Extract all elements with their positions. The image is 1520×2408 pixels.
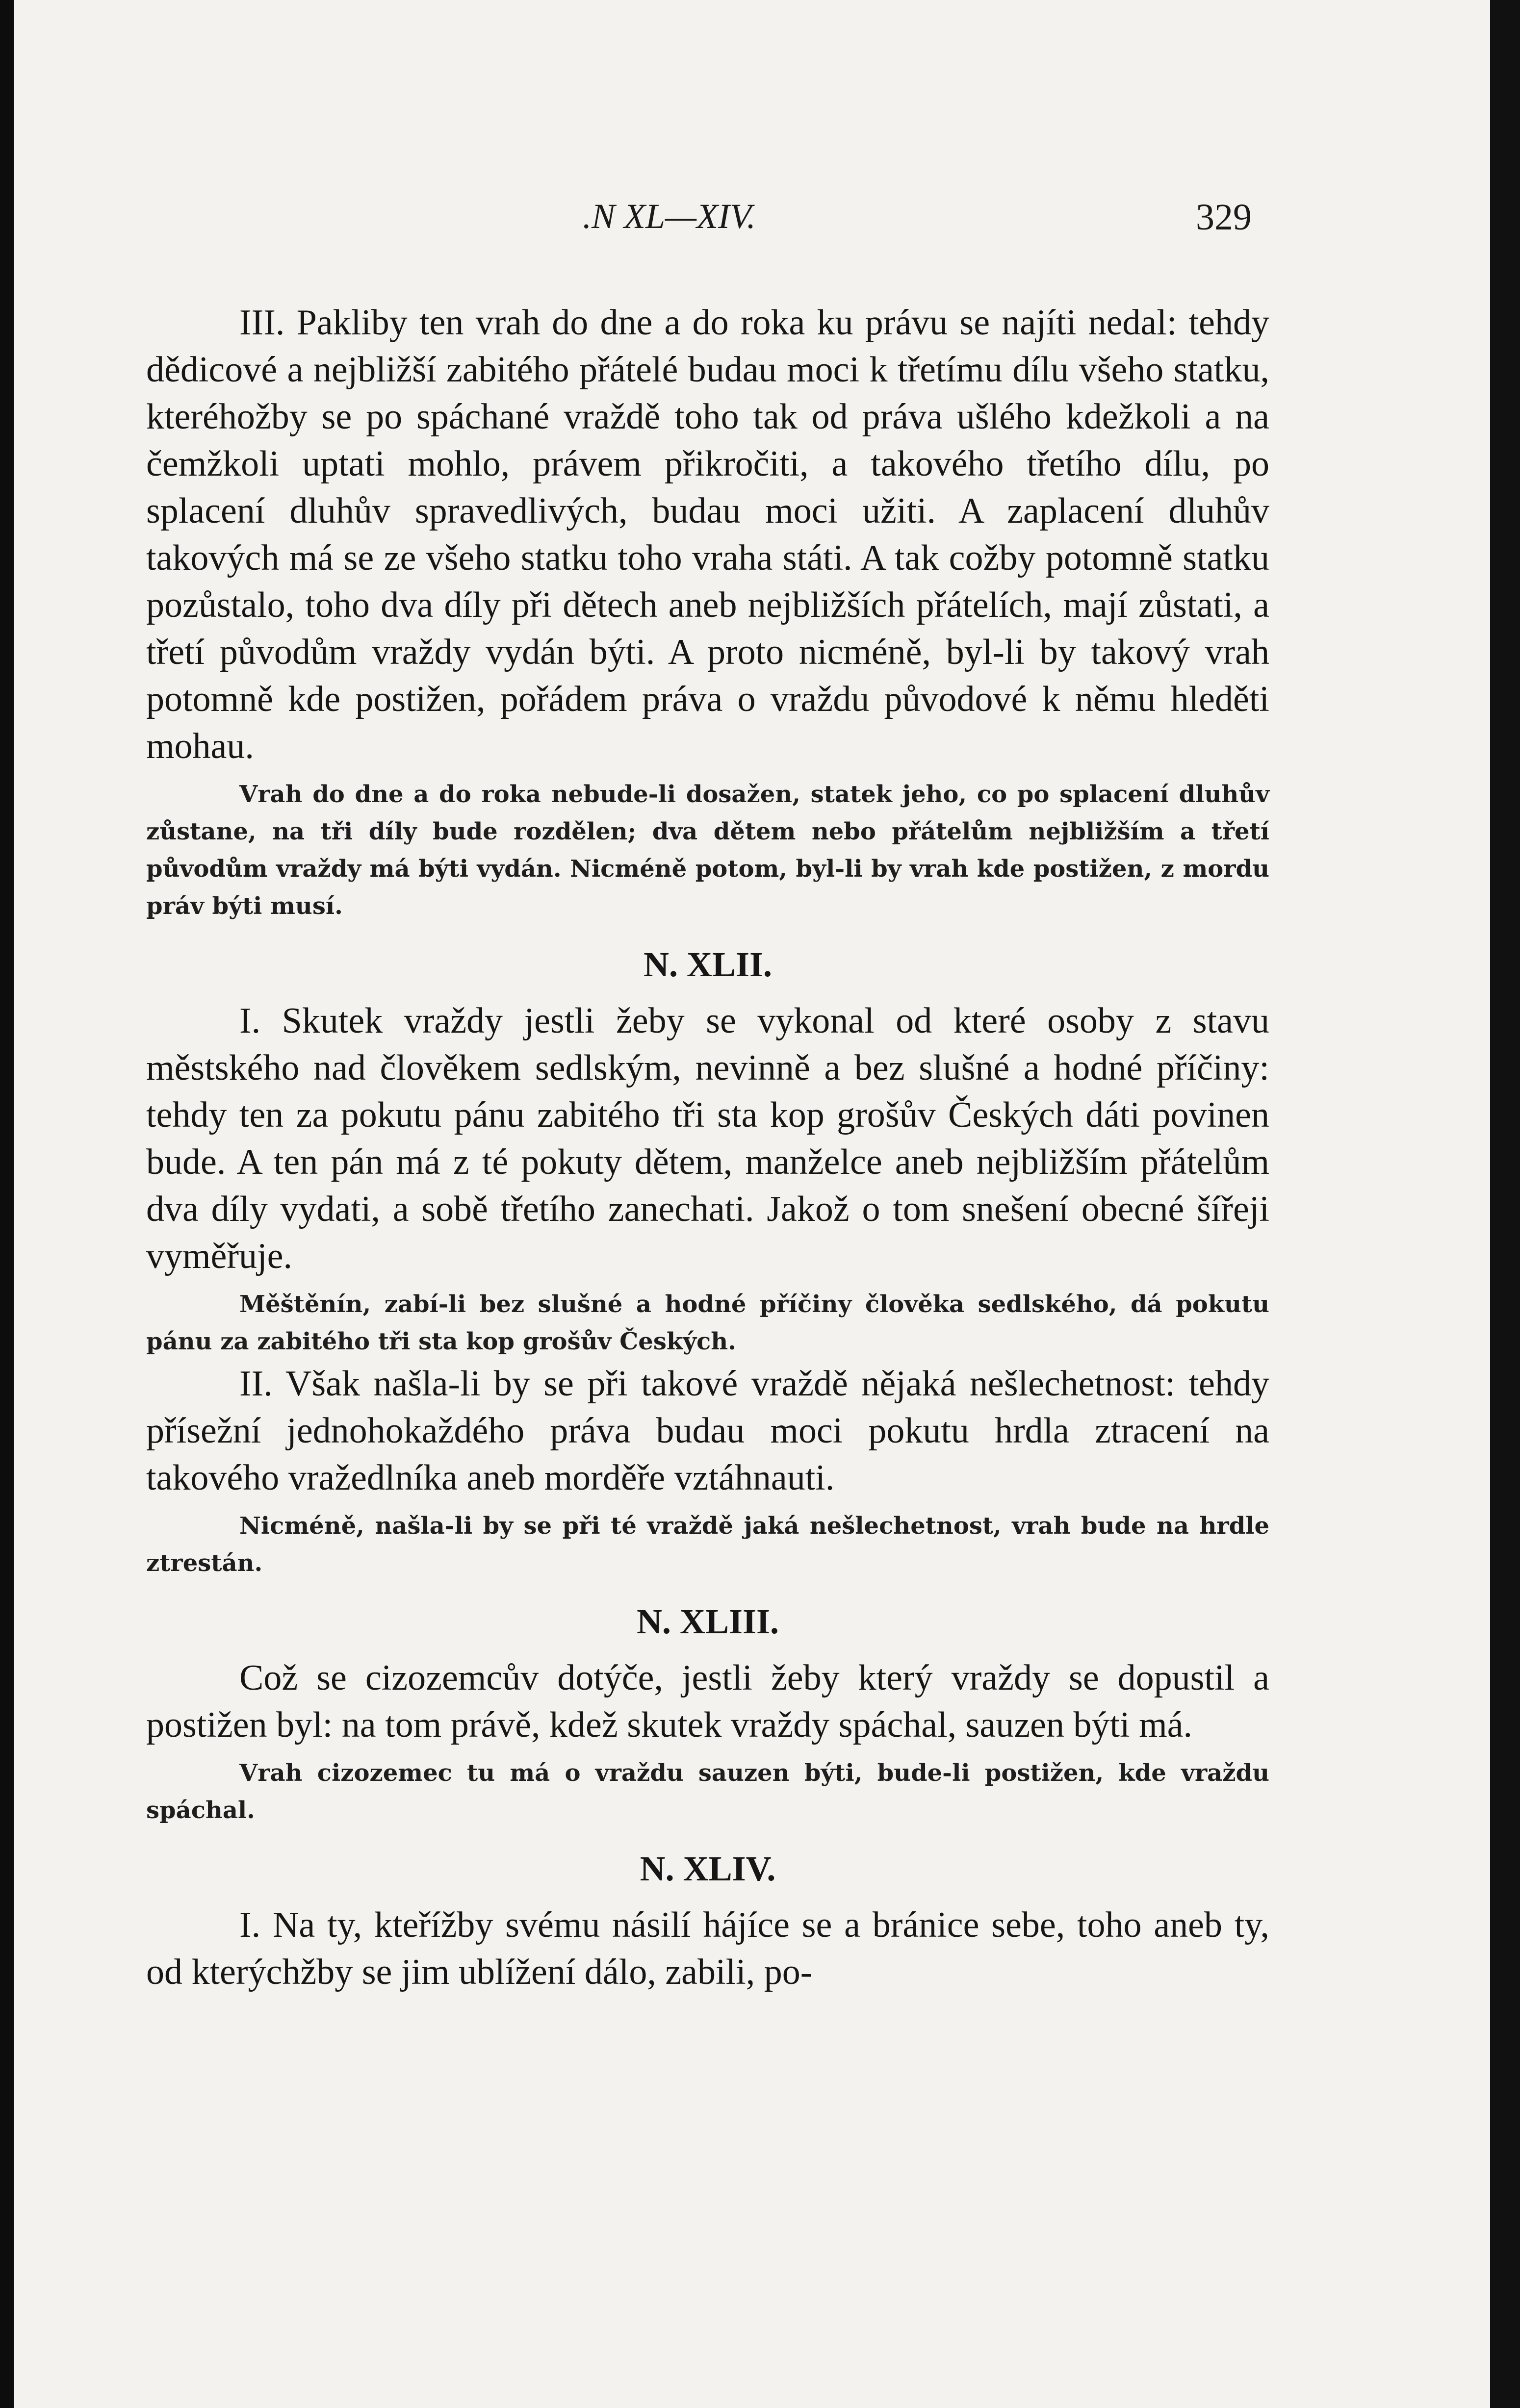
scan-right-edge bbox=[1490, 0, 1520, 2408]
paragraph-xliii: Což se cizozemcův dotýče, jestli žeby který vraždy se dopustil a postižen byl: na tom právě, kdež skutek vraždy spáchal, sauzen býti má. bbox=[146, 1658, 1269, 1745]
note-xliii: Vrah cizozemec tu má o vraždu sauzen býti, bude-li postižen, kde vraždu spáchal. bbox=[146, 1759, 1269, 1824]
heading-xlii: N. XLII. bbox=[643, 945, 773, 984]
paragraph-xlii-1: I. Skutek vraždy jestli žeby se vykonal od které osoby z stavu městského nad člověkem sedlským, nevinně a bez slušné a hodné příčiny: tehdy ten za pokutu pánu zabitého tři sta kop grošův Českých dáti povinen bude. A ten pán má z té pokuty dětem, manželce aneb nejbližším přátelům dva díly vydati, a sobě třetího zanechati. Jakož o tom snešení obecné šířeji vyměřuje. bbox=[146, 1001, 1269, 1276]
heading-xliii: N. XLIII. bbox=[636, 1602, 779, 1641]
note-iii: Vrah do dne a do roka nebude-li dosažen, statek jeho, co po splacení dluhův zůstane, na tři díly bude rozdělen; dva dětem nebo přátelům nejbližším a třetí původům vraždy má býti vydán. Nicméně potom, byl-li by vrah kde postižen, z mordu práv býti musí. bbox=[146, 781, 1269, 920]
note-xlii-2: Nicméně, našla-li by se při té vraždě jaká nešlechetnost, vrah bude na hrdle ztrestán. bbox=[146, 1512, 1269, 1577]
note-xlii-1: Měštěnín, zabí-li bez slušné a hodné příčiny člověka sedlského, dá pokutu pánu za zabitého tři sta kop grošův Českých. bbox=[146, 1291, 1269, 1355]
heading-xliv: N. XLIV. bbox=[640, 1849, 776, 1888]
page-body bbox=[146, 299, 1269, 1996]
paragraph-iii: III. Pakliby ten vrah do dne a do roka ku právu se najíti nedal: tehdy dědicové a nejbližší zabitého přátelé budau moci k třetímu dílu všeho statku, kteréhožby se po spáchané vraždě toho tak od práva ušlého kdežkoli a na čemžkoli uptati mohlo, právem přikročiti, a takového třetího dílu, po splacení dluhův spravedlivých, budau moci užiti. A zaplacení dluhův takových má se ze všeho statku toho vraha státi. A tak cožby potomně statku pozůstalo, toho dva díly při dětech aneb nejbližších přátelích, mají zůstati, a třetí původům vraždy vydán býti. A proto nicméně, byl-li by takový vrah potomně kde postižen, pořádem práva o vraždu původové k němu hleděti mohau. bbox=[146, 303, 1269, 766]
paragraph-xliv: I. Na ty, kteřížby svému násilí hájíce se a bránice sebe, toho aneb ty, od kterýchžby se jim ublížení dálo, zabili, po- bbox=[146, 1905, 1269, 1992]
book-page bbox=[14, 0, 1490, 2408]
page-number: 329 bbox=[1196, 197, 1252, 238]
paragraph-xlii-2: II. Však našla-li by se při takové vraždě nějaká nešlechetnost: tehdy přísežní jednohokaždého práva budau moci pokutu hrdla ztracení na takového vražedlníka aneb morděře vztáhnauti. bbox=[146, 1364, 1269, 1498]
scan-left-edge bbox=[0, 0, 14, 2408]
running-title: .N XL—XIV. bbox=[583, 197, 756, 236]
